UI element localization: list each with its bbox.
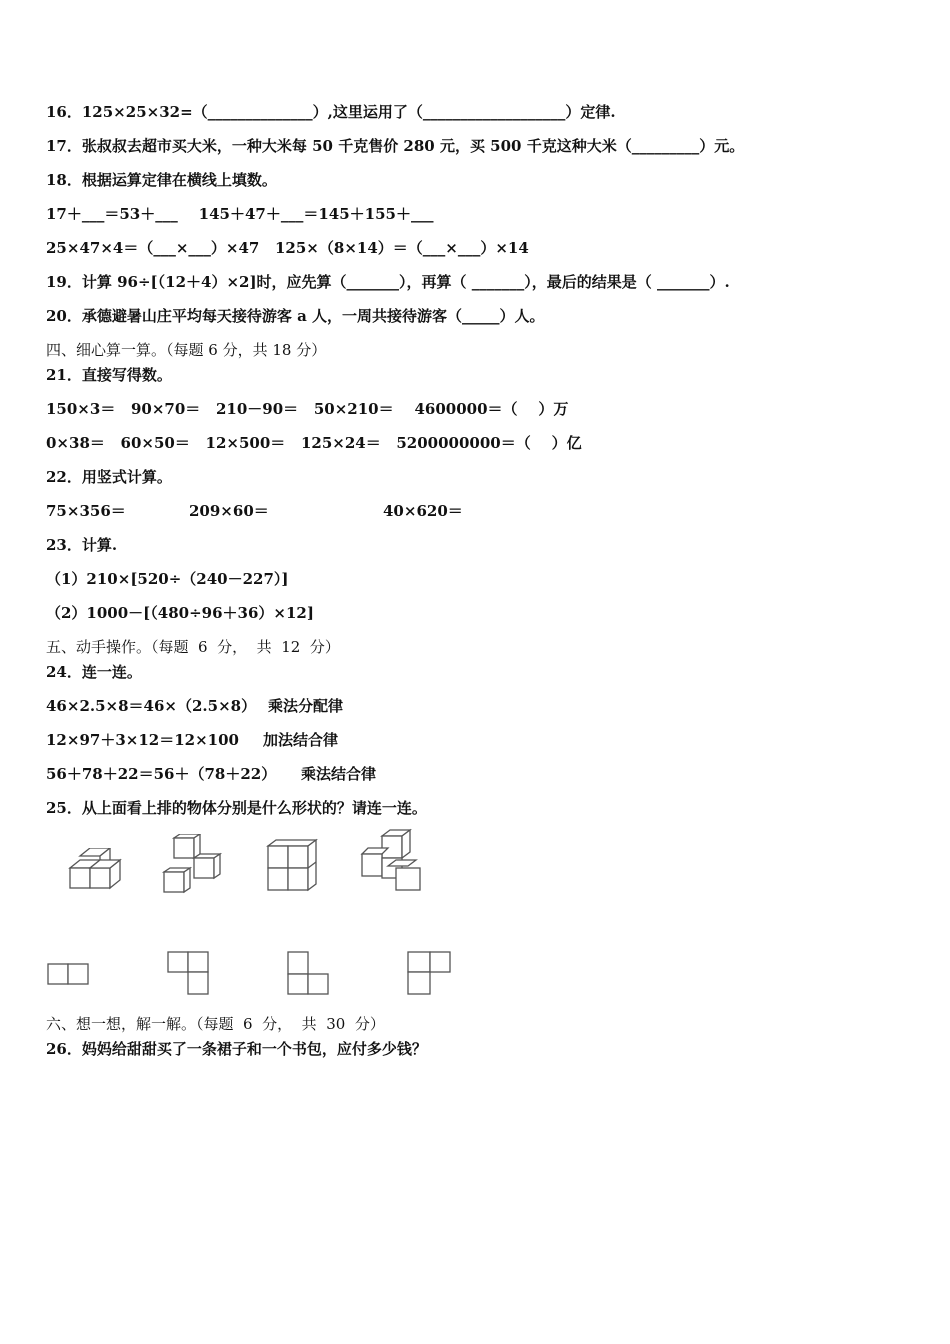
- top-view-figure-4: [404, 950, 454, 998]
- question-24-left-3: 56＋78＋22＝56＋（78＋22）: [46, 765, 277, 783]
- question-18-line2: 25×47×4＝（___×___）×47 125×（8×14）＝（___×___）×14: [46, 239, 529, 257]
- question-24-title: 24．连一连。: [46, 663, 142, 681]
- cube-figure-4: [358, 828, 426, 894]
- top-view-figure-2: [164, 950, 212, 998]
- question-22-item-2: 209×60＝: [189, 502, 269, 520]
- question-22-item-3: 40×620＝: [383, 502, 463, 520]
- cube-figure-1: [66, 848, 126, 892]
- cube-figure-2: [160, 834, 226, 896]
- question-24-right-3: 乘法结合律: [301, 765, 377, 783]
- question-24-right-1: 乘法分配律: [268, 697, 344, 715]
- question-24-left-1: 46×2.5×8＝46×（2.5×8）: [46, 697, 257, 715]
- section-4-heading: 四、细心算一算。（每题 6 分，共 18 分）: [46, 341, 327, 359]
- section-6-heading: 六、想一想，解一解。（每题 6 分， 共 30 分）: [46, 1015, 385, 1033]
- question-17: 17．张叔叔去超市买大米，一种大米每 50 千克售价 280 元，买 500 千克这种大米（_________）元。: [46, 137, 745, 155]
- question-21-row2: 0×38＝ 60×50＝ 12×500＝ 125×24＝ 5200000000＝（ ）亿: [46, 434, 582, 452]
- question-23-title: 23．计算.: [46, 536, 118, 554]
- question-26: 26．妈妈给甜甜买了一条裙子和一个书包，应付多少钱？: [46, 1040, 427, 1058]
- cube-figure-3: [264, 838, 322, 894]
- question-25-title: 25．从上面看上排的物体分别是什么形状的？请连一连。: [46, 799, 427, 817]
- question-22-title: 22．用竖式计算。: [46, 468, 172, 486]
- question-21-title: 21．直接写得数。: [46, 366, 172, 384]
- question-23-item-2: （2）1000－[（480÷96＋36）×12]: [46, 604, 314, 622]
- question-18-line1: 17＋___＝53＋___ 145＋47＋___＝145＋155＋___: [46, 205, 434, 223]
- top-view-figure-1: [46, 962, 92, 988]
- section-5-heading: 五、动手操作。（每题 6 分， 共 12 分）: [46, 638, 340, 656]
- question-24-right-2: 加法结合律: [263, 731, 339, 749]
- question-21-row1: 150×3＝ 90×70＝ 210－90＝ 50×210＝ 4600000＝（ ）万: [46, 400, 569, 418]
- question-18-title: 18．根据运算定律在横线上填数。: [46, 171, 277, 189]
- question-19: 19．计算 96÷[（12＋4）×2]时，应先算（_______），再算（ _______），最后的结果是（ _______）.: [46, 273, 730, 291]
- question-16: 16．125×25×32=（______________）,这里运用了（___________________）定律.: [46, 103, 616, 121]
- question-22-item-1: 75×356＝: [46, 502, 126, 520]
- question-23-item-1: （1）210×[520÷（240－227）]: [46, 570, 289, 588]
- top-view-figure-3: [284, 950, 332, 998]
- question-20: 20．承德避暑山庄平均每天接待游客 a 人，一周共接待游客（_____）人。: [46, 307, 545, 325]
- question-24-left-2: 12×97＋3×12＝12×100: [46, 731, 239, 749]
